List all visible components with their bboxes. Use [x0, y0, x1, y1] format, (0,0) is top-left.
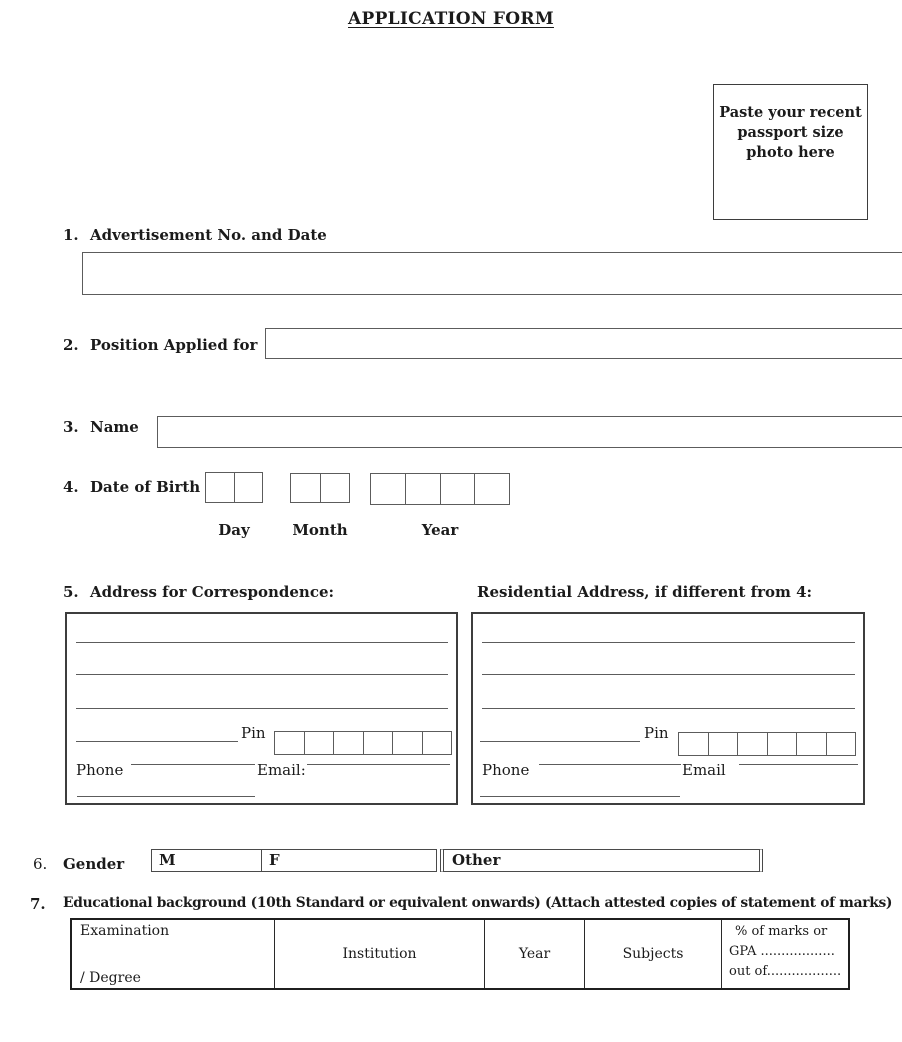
- gender-option-other[interactable]: Other: [440, 849, 763, 872]
- dob-month-cell[interactable]: [321, 474, 350, 502]
- marks-text-line1: % of marks or: [735, 924, 828, 939]
- dob-year-cell[interactable]: [441, 474, 476, 504]
- gender-option-f[interactable]: F: [269, 851, 280, 869]
- address-writing-line[interactable]: [76, 708, 448, 709]
- email-label: Email: [682, 761, 726, 779]
- dob-year-box: [370, 473, 510, 505]
- item3-label: Name: [90, 418, 139, 436]
- pin-digit-cell[interactable]: [393, 732, 423, 754]
- pin-digit-cell[interactable]: [738, 733, 768, 755]
- address-writing-line[interactable]: [76, 642, 448, 643]
- pin-digit-cell[interactable]: [423, 732, 452, 754]
- pin-digit-cell[interactable]: [334, 732, 364, 754]
- phone-writing-line[interactable]: [539, 764, 681, 765]
- photo-box-text-line3: photo here: [746, 144, 835, 161]
- address-writing-line[interactable]: [77, 796, 255, 797]
- address-writing-line[interactable]: [480, 741, 640, 742]
- photo-box-text-line2: passport size: [737, 124, 844, 141]
- dob-year-cell[interactable]: [406, 474, 441, 504]
- passport-photo-box: [713, 84, 868, 220]
- item2-number: 2.: [63, 336, 79, 354]
- item1-number: 1.: [63, 226, 79, 244]
- pin-digit-boxes: [678, 732, 856, 756]
- education-table: [70, 918, 850, 990]
- address-writing-line[interactable]: [482, 642, 855, 643]
- address-writing-line[interactable]: [482, 708, 855, 709]
- item6-number: 6.: [33, 855, 48, 873]
- email-label: Email:: [257, 761, 306, 779]
- dob-year-cell[interactable]: [371, 474, 406, 504]
- marks-text-line2: GPA ..................: [729, 944, 835, 960]
- education-header-institution: Institution: [275, 920, 485, 988]
- examination-text: Examination: [80, 923, 170, 939]
- residential-address-label: Residential Address, if different from 4:: [477, 583, 813, 601]
- marks-text-line3: out of..................: [729, 964, 842, 980]
- item7-number: 7.: [30, 895, 46, 913]
- item2-label: Position Applied for: [90, 336, 258, 354]
- name-input[interactable]: [157, 416, 902, 448]
- dob-month-cell[interactable]: [291, 474, 321, 502]
- gender-option-m[interactable]: M: [152, 850, 262, 871]
- pin-digit-cell[interactable]: [768, 733, 798, 755]
- residential-address-box: [471, 612, 865, 805]
- dob-year-cell[interactable]: [475, 474, 509, 504]
- correspondence-address-label: Address for Correspondence:: [90, 583, 335, 601]
- dob-year-label: Year: [421, 521, 459, 539]
- email-writing-line[interactable]: [307, 764, 450, 765]
- phone-label: Phone: [76, 761, 124, 779]
- pin-digit-boxes: [274, 731, 452, 755]
- pin-label: Pin: [644, 724, 669, 742]
- education-header-marks: [722, 920, 848, 988]
- phone-label: Phone: [482, 761, 530, 779]
- correspondence-address-box: [65, 612, 458, 805]
- address-writing-line[interactable]: [482, 674, 855, 675]
- education-header-examination-degree: [72, 920, 275, 988]
- dob-day-box: [205, 472, 263, 503]
- address-writing-line[interactable]: [76, 674, 448, 675]
- pin-digit-cell[interactable]: [275, 732, 305, 754]
- education-header-year: Year: [485, 920, 585, 988]
- dob-day-label: Day: [218, 521, 250, 539]
- photo-box-text-line1: Paste your recent: [719, 104, 862, 121]
- item5-number: 5.: [63, 583, 79, 601]
- item6-label: Gender: [63, 855, 125, 873]
- pin-digit-cell[interactable]: [305, 732, 335, 754]
- email-writing-line[interactable]: [739, 764, 858, 765]
- gender-table: [151, 849, 437, 872]
- item1-label: Advertisement No. and Date: [90, 226, 327, 244]
- degree-text: / Degree: [80, 970, 141, 986]
- phone-writing-line[interactable]: [131, 764, 255, 765]
- pin-digit-cell[interactable]: [797, 733, 827, 755]
- dob-day-cell[interactable]: [206, 473, 235, 502]
- item7-label: Educational background (10th Standard or equivalent onwards) (Attach attested copies of statement of marks): [63, 895, 893, 911]
- advertisement-no-input[interactable]: [82, 252, 902, 295]
- dob-month-label: Month: [292, 521, 348, 539]
- address-writing-line[interactable]: [480, 796, 680, 797]
- item4-number: 4.: [63, 478, 79, 496]
- page-title: APPLICATION FORM: [348, 9, 554, 29]
- pin-digit-cell[interactable]: [709, 733, 739, 755]
- item3-number: 3.: [63, 418, 79, 436]
- pin-digit-cell[interactable]: [679, 733, 709, 755]
- education-header-subjects: Subjects: [585, 920, 722, 988]
- pin-label: Pin: [241, 724, 266, 742]
- position-applied-input[interactable]: [265, 328, 902, 359]
- item4-label: Date of Birth: [90, 478, 201, 496]
- dob-day-cell[interactable]: [235, 473, 263, 502]
- dob-month-box: [290, 473, 350, 503]
- pin-digit-cell[interactable]: [827, 733, 856, 755]
- address-writing-line[interactable]: [76, 741, 238, 742]
- pin-digit-cell[interactable]: [364, 732, 394, 754]
